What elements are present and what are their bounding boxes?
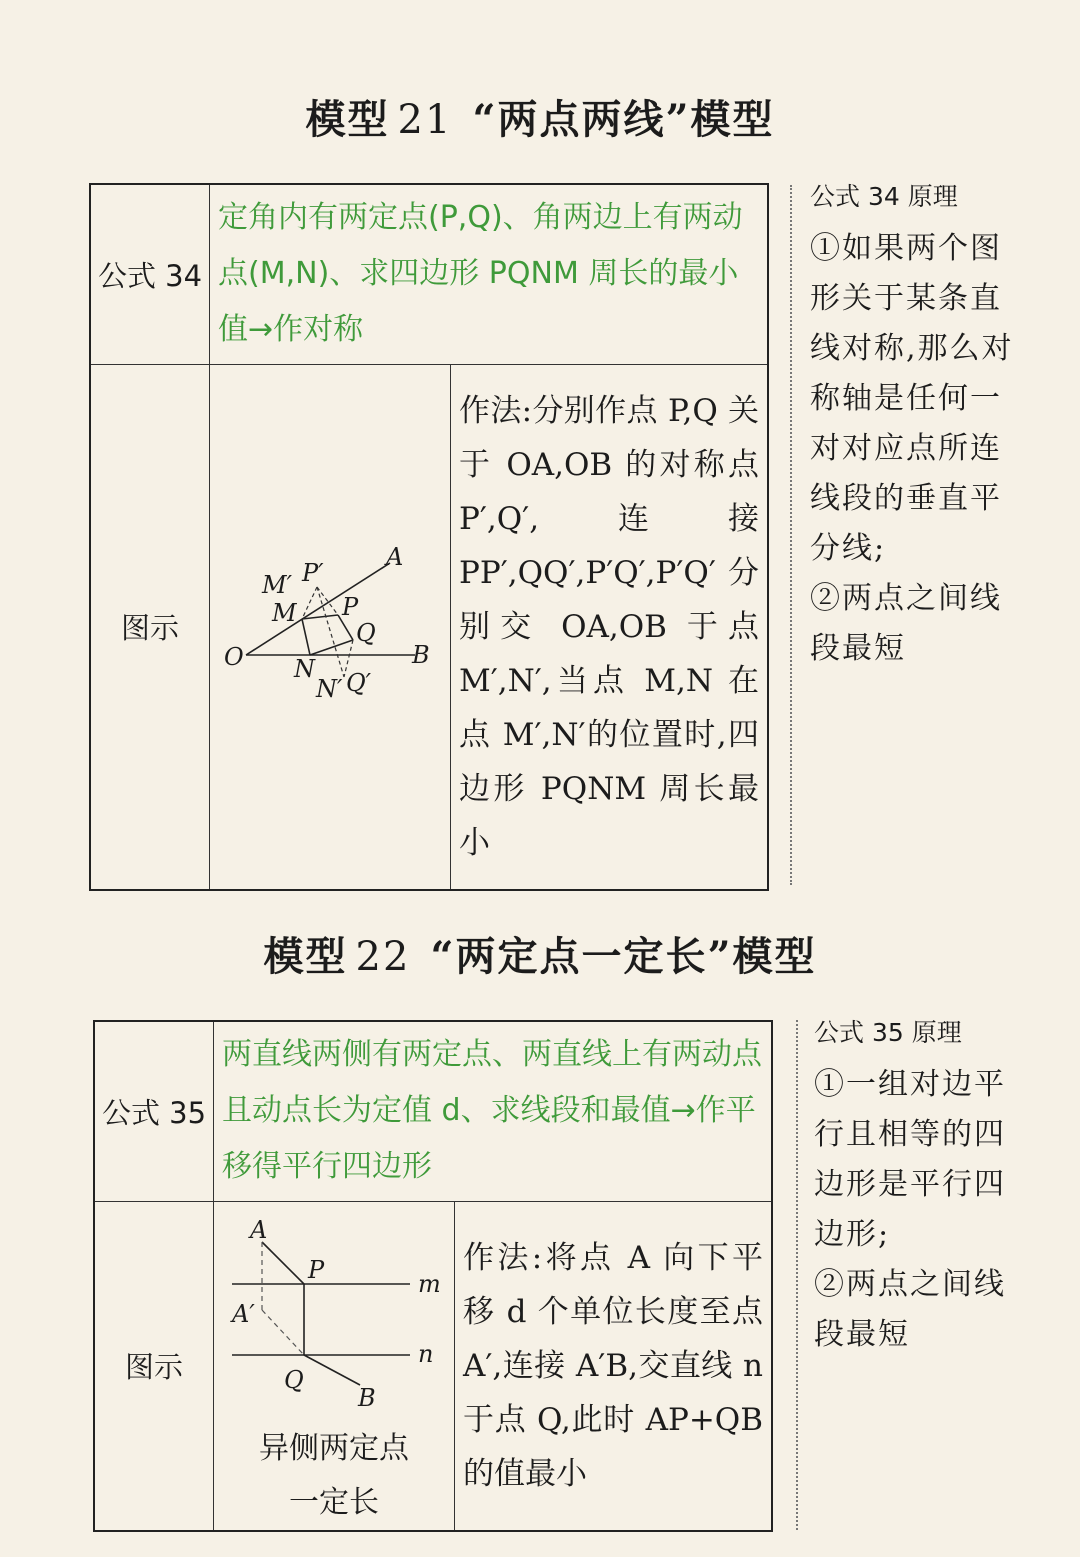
model22-principle: [814, 1008, 1024, 1360]
model21-principle: [810, 172, 1020, 674]
model21-divider: [790, 185, 792, 885]
model22-divider: [796, 1020, 798, 1530]
model22-title: [0, 925, 1080, 982]
seg-A'Q: [262, 1310, 304, 1355]
label-B: B: [412, 640, 430, 669]
seg-AP: [262, 1242, 304, 1284]
model22-figure-cell: [214, 1201, 455, 1531]
model22-formula-label: 公式 35: [94, 1021, 214, 1201]
label-M: M: [272, 598, 297, 627]
model21-figure: [210, 365, 450, 885]
seg-PP': [317, 587, 338, 615]
model22-method: 作法:将点 A 向下平移 d 个单位长度至点 A′,连接 A′B,交直线 n 于点 Q,此时 AP+QB 的值最小: [455, 1201, 773, 1531]
model22-statement: 两直线两侧有两定点、两直线上有两动点且动点长为定值 d、求线段和最值→作平移得平行四边形: [214, 1021, 773, 1201]
model21-statement: 定角内有两定点(P,Q)、角两边上有两动点(M,N)、求四边形 PQNM 周长的最小值→作对称: [210, 184, 769, 364]
label-A-prime: A′: [232, 1299, 255, 1328]
label-m: m: [418, 1269, 441, 1298]
label-P: P: [342, 592, 359, 621]
label-P-prime: P′: [302, 558, 324, 587]
label-P: P: [308, 1255, 325, 1284]
label-A: A: [250, 1215, 268, 1244]
label-A: A: [386, 542, 404, 571]
model21-title-name: “两点两线”模型: [472, 96, 775, 143]
label-Q-prime: Q′: [346, 668, 372, 697]
label-M-prime: M′: [262, 570, 293, 599]
model21-title-number: 21: [397, 97, 453, 143]
model22-principle-item2: ②两点之间线段最短: [814, 1267, 1006, 1352]
model22-principle-item1: ①一组对边平行且相等的四边形是平行四边形;: [814, 1067, 1006, 1252]
label-n: n: [418, 1339, 434, 1368]
model21-principle-head: 公式 34 原理: [810, 182, 958, 211]
model22-figure-label: 图示: [94, 1201, 214, 1531]
label-N-prime: N′: [316, 674, 343, 703]
model22-title-name: “两定点一定长”模型: [430, 933, 817, 980]
model22-caption-line1: 异侧两定点: [259, 1430, 409, 1466]
model21-principle-item2: ②两点之间线段最短: [810, 581, 1002, 666]
model21-figure-cell: [210, 364, 451, 890]
model21-principle-item1: ①如果两个图形关于某条直线对称,那么对称轴是任何一对对应点所连线段的垂直平分线;: [810, 231, 1014, 566]
label-Q: Q: [356, 618, 376, 647]
model22-principle-head: 公式 35 原理: [814, 1018, 962, 1047]
model21-method: 作法:分别作点 P,Q 关于 OA,OB 的对称点 P′,Q′,连接 PP′,QQ′,P′Q′,P′Q′分别交 OA,OB 于点 M′,N′,当点 M,N 在点 M′,N′的位置时,四边形 PQNM 周长最小: [451, 364, 769, 890]
model22-title-number: 22: [355, 934, 411, 980]
label-O: O: [224, 642, 244, 671]
model21-figure-label: 图示: [90, 364, 210, 890]
model21-title: [0, 88, 1080, 145]
model21-title-prefix: 模型: [305, 96, 390, 143]
model22-figure: [214, 1202, 454, 1432]
model22-table: [93, 1020, 773, 1532]
label-B: B: [358, 1383, 376, 1412]
seg-QB: [304, 1355, 360, 1385]
seg-MN: [302, 619, 310, 655]
model21-table: [89, 183, 769, 891]
label-Q: Q: [284, 1365, 304, 1394]
model22-caption-line2: 一定长: [289, 1484, 379, 1520]
model21-formula-label: 公式 34: [90, 184, 210, 364]
label-N: N: [294, 654, 315, 683]
model22-title-prefix: 模型: [263, 933, 348, 980]
seg-NQ: [310, 640, 353, 655]
